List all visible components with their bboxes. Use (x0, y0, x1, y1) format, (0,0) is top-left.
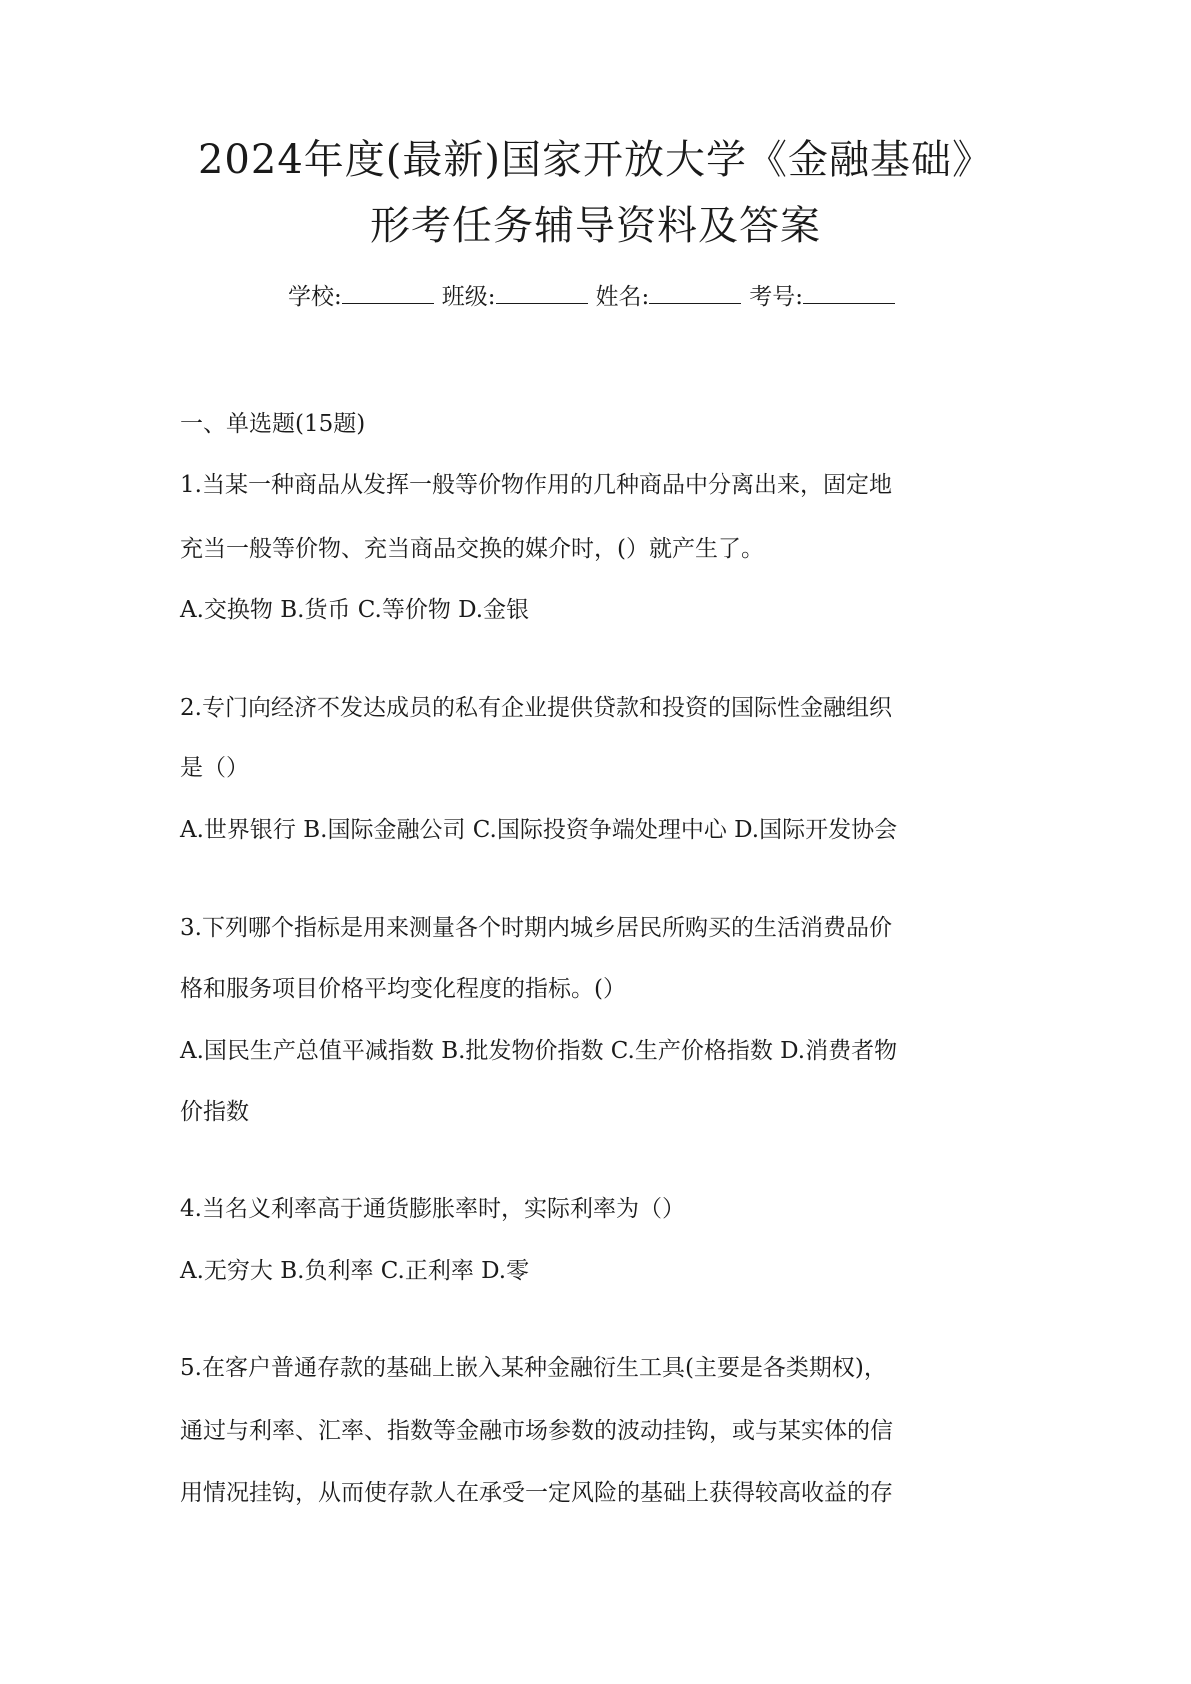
question-2-stem-line-1: 2.专门向经济不发达成员的私有企业提供贷款和投资的国际性金融组织 (180, 695, 892, 721)
document-title-line-1: 2024年度(最新)国家开放大学《金融基础》 (197, 137, 993, 183)
class-label: 班级: (441, 284, 496, 310)
name-label: 姓名: (595, 284, 650, 310)
name-blank (649, 283, 741, 304)
question-2-stem-line-2: 是（） (180, 755, 249, 781)
question-3-options-line-1: A.国民生产总值平减指数 B.批发物价指数 C.生产价格指数 D.消费者物 (180, 1038, 898, 1064)
question-4-stem: 4.当名义利率高于通货膨胀率时，实际利率为（） (180, 1196, 685, 1222)
question-5-stem-line-1: 5.在客户普通存款的基础上嵌入某种金融衍生工具(主要是各类期权)， (180, 1355, 887, 1381)
exam-no-blank (803, 283, 895, 304)
school-label: 学校: (288, 284, 342, 310)
class-blank (496, 283, 588, 304)
document-title-line-2: 形考任务辅导资料及答案 (370, 203, 821, 249)
question-1-options: A.交换物 B.货币 C.等价物 D.金银 (180, 597, 530, 623)
section-heading: 一、单选题(15题) (180, 411, 366, 437)
school-blank (342, 283, 434, 304)
question-1-stem-line-2: 充当一般等价物、充当商品交换的媒介时，(）就产生了。 (180, 536, 764, 562)
exam-no-label: 考号: (749, 284, 803, 310)
question-3-options-line-2: 价指数 (180, 1099, 249, 1125)
question-5-stem-line-2: 通过与利率、汇率、指数等金融市场参数的波动挂钩，或与某实体的信 (180, 1418, 893, 1444)
question-4-options: A.无穷大 B.负利率 C.正利率 D.零 (180, 1258, 530, 1284)
question-3-stem-line-1: 3.下列哪个指标是用来测量各个时期内城乡居民所购买的生活消费品价 (180, 915, 892, 941)
question-2-options: A.世界银行 B.国际金融公司 C.国际投资争端处理中心 D.国际开发协会 (180, 817, 898, 843)
question-3-stem-line-2: 格和服务项目价格平均变化程度的指标。(） (180, 976, 626, 1002)
question-1-stem-line-1: 1.当某一种商品从发挥一般等价物作用的几种商品中分离出来，固定地 (180, 472, 892, 498)
question-5-stem-line-3: 用情况挂钩，从而使存款人在承受一定风险的基础上获得较高收益的存 (180, 1480, 893, 1506)
student-info-row (0, 282, 1191, 312)
